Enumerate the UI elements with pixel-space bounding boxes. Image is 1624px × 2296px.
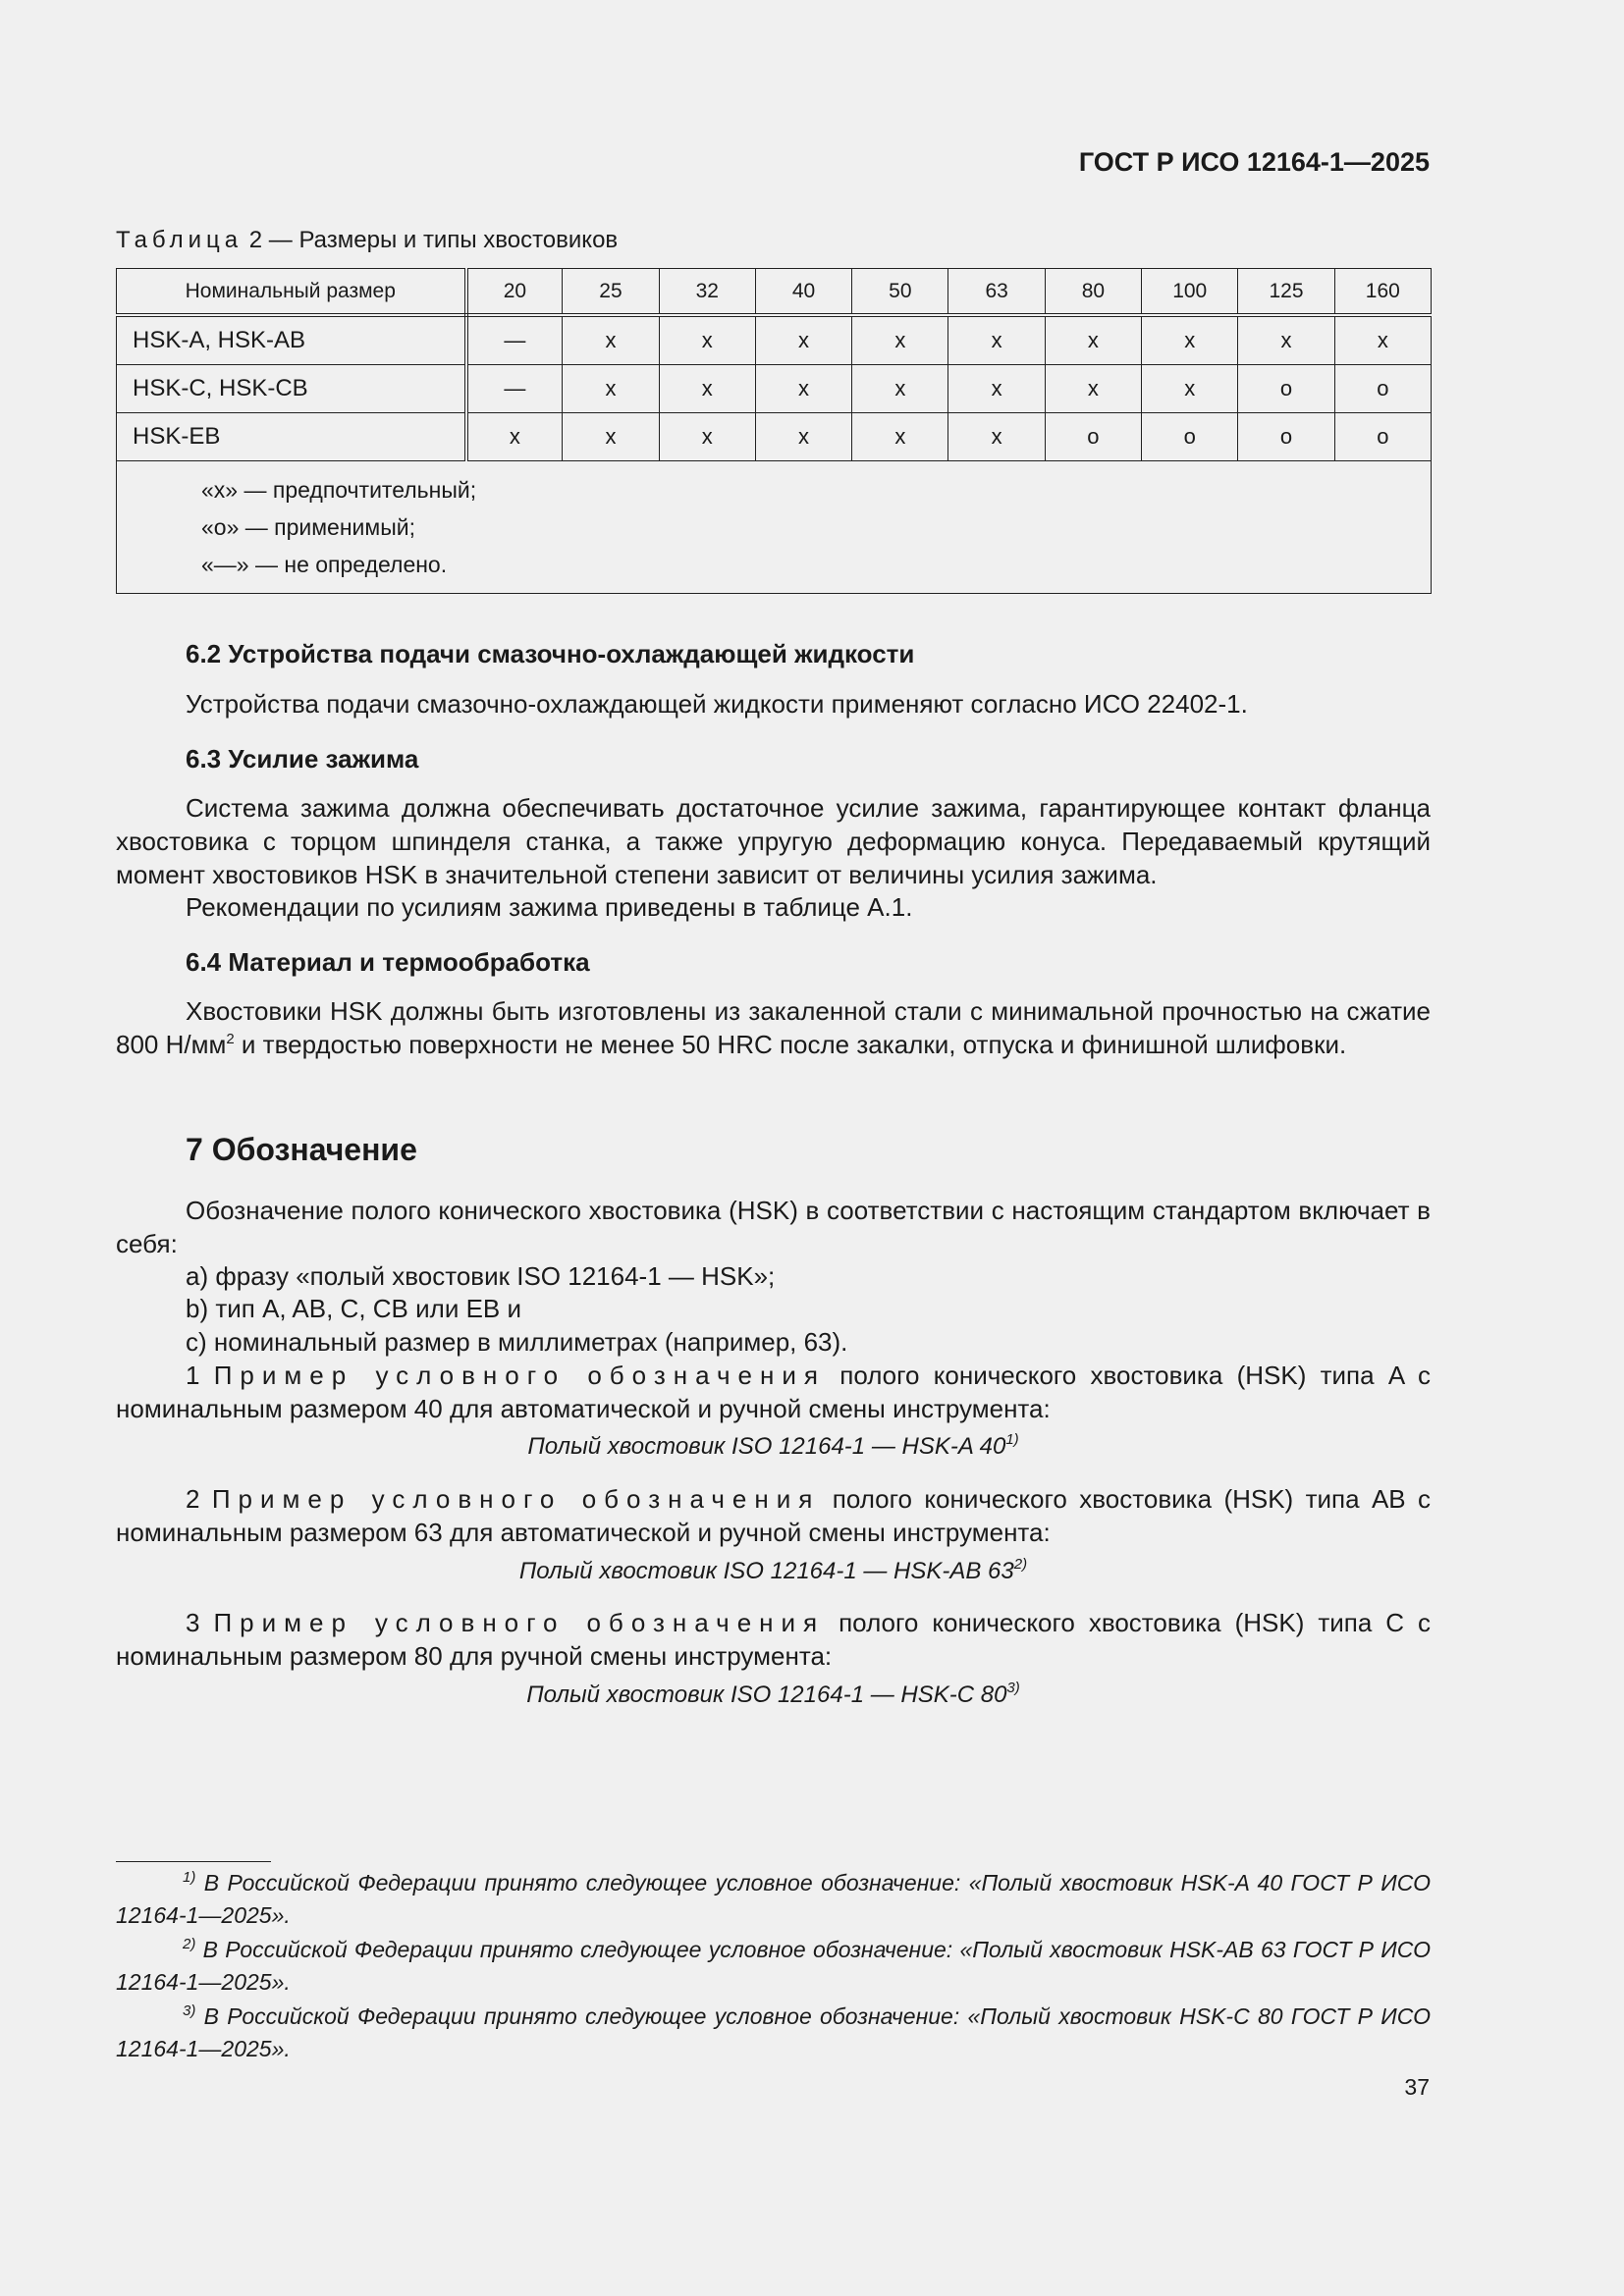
designation-text: Полый хвостовик ISO 12164-1 — HSK-C 80 bbox=[526, 1682, 1007, 1708]
example-3-paragraph bbox=[116, 1606, 1431, 1673]
row-label: HSK-A, HSK-AB bbox=[117, 315, 466, 365]
footnote bbox=[116, 1934, 1431, 1999]
section-6-4-text-b: и твердостью поверхности не менее 50 HRC после закалки, отпуска и финишной шлифовки. bbox=[234, 1030, 1347, 1059]
table-legend bbox=[117, 461, 1432, 594]
table-row bbox=[117, 413, 1432, 461]
table-cell: x bbox=[563, 365, 659, 413]
table-cell: x bbox=[852, 365, 948, 413]
table-cell: o bbox=[1142, 413, 1238, 461]
section-6-2-title: 6.2 Устройства подачи смазочно-охлаждающей жидкости bbox=[186, 639, 915, 668]
list-item: c) номинальный размер в миллиметрах (например, 63). bbox=[186, 1327, 848, 1357]
table-cell: — bbox=[466, 315, 563, 365]
section-6-3-title: 6.3 Усилие зажима bbox=[186, 744, 419, 774]
legend-item: «x» — предпочтительный; bbox=[201, 477, 477, 503]
table-cell: x bbox=[852, 315, 948, 365]
section-7-intro: Обозначение полого конического хвостовика (HSK) в соответствии с настоящим стандартом включает в себя: bbox=[116, 1196, 1431, 1258]
example-label: Пример условного обозначения bbox=[213, 1361, 826, 1390]
footnote-ref: 2) bbox=[1013, 1556, 1028, 1573]
table-cell: x bbox=[1045, 365, 1141, 413]
page-number: 37 bbox=[1404, 2074, 1430, 2100]
example-number: 2 bbox=[186, 1484, 212, 1514]
example-number: 3 bbox=[186, 1608, 214, 1637]
header-size: 25 bbox=[563, 269, 659, 316]
section-7-title: 7 Обозначение bbox=[186, 1132, 417, 1167]
table-cell: x bbox=[1334, 315, 1431, 365]
table-cell: x bbox=[755, 413, 851, 461]
section-6-4-paragraph bbox=[116, 994, 1431, 1061]
footnote-mark: 3) bbox=[183, 2002, 196, 2019]
table-cell: x bbox=[1142, 315, 1238, 365]
table-cell: o bbox=[1238, 413, 1334, 461]
example-1-designation bbox=[116, 1433, 1431, 1461]
table-row bbox=[117, 365, 1432, 413]
standard-code-header: ГОСТ Р ИСО 12164-1—2025 bbox=[1078, 147, 1430, 177]
footnote-ref: 3) bbox=[1006, 1680, 1020, 1696]
table-caption-title: 2 — Размеры и типы хвостовиков bbox=[243, 227, 619, 253]
table-cell: x bbox=[659, 315, 755, 365]
example-label: Пример условного обозначения bbox=[213, 1608, 826, 1637]
table-cell: x bbox=[466, 413, 563, 461]
section-6-4-title: 6.4 Материал и термообработка bbox=[186, 947, 590, 977]
header-size: 80 bbox=[1045, 269, 1141, 316]
table-cell: o bbox=[1238, 365, 1334, 413]
table-row bbox=[117, 315, 1432, 365]
section-6-3-paragraph: Система зажима должна обеспечивать достаточное усилие зажима, гарантирующее контакт фланца хвостовика с торцом шпинделя станка, а также упругую деформацию конуса. Передаваемый крутящий момент хвостовиков HSK в значительной степени зависит от величины усилия зажима. bbox=[116, 793, 1431, 889]
table-legend-row bbox=[117, 461, 1432, 594]
example-text: полого конического хвостовика (HSK) типа AB с номинальным размером 63 для автоматической и ручной смены инструмента: bbox=[116, 1484, 1432, 1547]
row-label: HSK-C, HSK-CB bbox=[117, 365, 466, 413]
table-cell: o bbox=[1334, 413, 1431, 461]
list-item: b) тип A, AB, C, CB или EB и bbox=[186, 1294, 521, 1323]
header-size: 160 bbox=[1334, 269, 1431, 316]
superscript: 2 bbox=[226, 1031, 235, 1047]
example-3-designation bbox=[116, 1682, 1431, 1709]
header-size: 20 bbox=[466, 269, 563, 316]
example-label: Пример условного обозначения bbox=[211, 1484, 821, 1514]
table-caption bbox=[116, 227, 618, 254]
footnote-mark: 1) bbox=[183, 1869, 196, 1886]
header-size: 40 bbox=[755, 269, 851, 316]
table-cell: x bbox=[948, 315, 1045, 365]
footnote-ref: 1) bbox=[1005, 1431, 1019, 1448]
designation-text: Полый хвостовик ISO 12164-1 — HSK-AB 63 bbox=[518, 1558, 1014, 1584]
table-cell: o bbox=[1045, 413, 1141, 461]
legend-item: «o» — применимый; bbox=[201, 514, 415, 540]
footnote-mark: 2) bbox=[183, 1936, 196, 1952]
table-cell: x bbox=[755, 315, 851, 365]
header-size: 100 bbox=[1142, 269, 1238, 316]
table-cell: x bbox=[563, 413, 659, 461]
footnote-separator bbox=[116, 1861, 271, 1862]
designation-text: Полый хвостовик ISO 12164-1 — HSK-A 40 bbox=[527, 1433, 1006, 1460]
shank-size-table bbox=[116, 268, 1432, 594]
footnote bbox=[116, 1867, 1431, 1932]
example-text: полого конического хвостовика (HSK) типа C с номинальным размером 80 для ручной смены инструмента: bbox=[116, 1608, 1432, 1671]
table-cell: o bbox=[1334, 365, 1431, 413]
footnote-text: В Российской Федерации принято следующее условное обозначение: «Полый хвостовик HSK-AB 63 ГОСТ Р ИСО 12164-1—2025». bbox=[116, 1937, 1431, 1995]
table-caption-word: Таблица bbox=[116, 227, 244, 253]
table-cell: x bbox=[1238, 315, 1334, 365]
section-6-4-text-a: Хвостовики HSK должны быть изготовлены из закаленной стали с минимальной прочностью на сжатие 800 Н/мм bbox=[116, 996, 1431, 1059]
table-cell: x bbox=[659, 365, 755, 413]
footnote-text: В Российской Федерации принято следующее условное обозначение: «Полый хвостовик HSK-C 80 ГОСТ Р ИСО 12164-1—2025». bbox=[116, 2003, 1431, 2061]
footnote-text: В Российской Федерации принято следующее условное обозначение: «Полый хвостовик HSK-A 40 ГОСТ Р ИСО 12164-1—2025». bbox=[116, 1870, 1431, 1928]
header-size: 50 bbox=[852, 269, 948, 316]
table-cell: — bbox=[466, 365, 563, 413]
table-cell: x bbox=[659, 413, 755, 461]
header-size: 63 bbox=[948, 269, 1045, 316]
table-cell: x bbox=[948, 413, 1045, 461]
header-size: 32 bbox=[659, 269, 755, 316]
example-1-paragraph bbox=[116, 1359, 1431, 1425]
section-6-3-reference: Рекомендации по усилиям зажима приведены в таблице А.1. bbox=[186, 892, 913, 922]
footnote bbox=[116, 2001, 1431, 2065]
table-cell: x bbox=[563, 315, 659, 365]
header-nominal-size: Номинальный размер bbox=[117, 269, 466, 316]
list-item: a) фразу «полый хвостовик ISO 12164-1 — HSK»; bbox=[186, 1261, 776, 1291]
table-cell: x bbox=[755, 365, 851, 413]
table-cell: x bbox=[852, 413, 948, 461]
table-header-row bbox=[117, 269, 1432, 316]
legend-item: «—» — не определено. bbox=[201, 552, 448, 577]
example-text: полого конического хвостовика (HSK) типа A с номинальным размером 40 для автоматической и ручной смены инструмента: bbox=[116, 1361, 1431, 1423]
example-2-paragraph bbox=[116, 1482, 1431, 1549]
table-cell: x bbox=[1142, 365, 1238, 413]
example-2-designation bbox=[116, 1558, 1431, 1585]
header-size: 125 bbox=[1238, 269, 1334, 316]
example-number: 1 bbox=[186, 1361, 214, 1390]
table-cell: x bbox=[1045, 315, 1141, 365]
row-label: HSK-EB bbox=[117, 413, 466, 461]
section-6-2-text: Устройства подачи смазочно-охлаждающей жидкости применяют согласно ИСО 22402-1. bbox=[186, 689, 1248, 719]
table-cell: x bbox=[948, 365, 1045, 413]
